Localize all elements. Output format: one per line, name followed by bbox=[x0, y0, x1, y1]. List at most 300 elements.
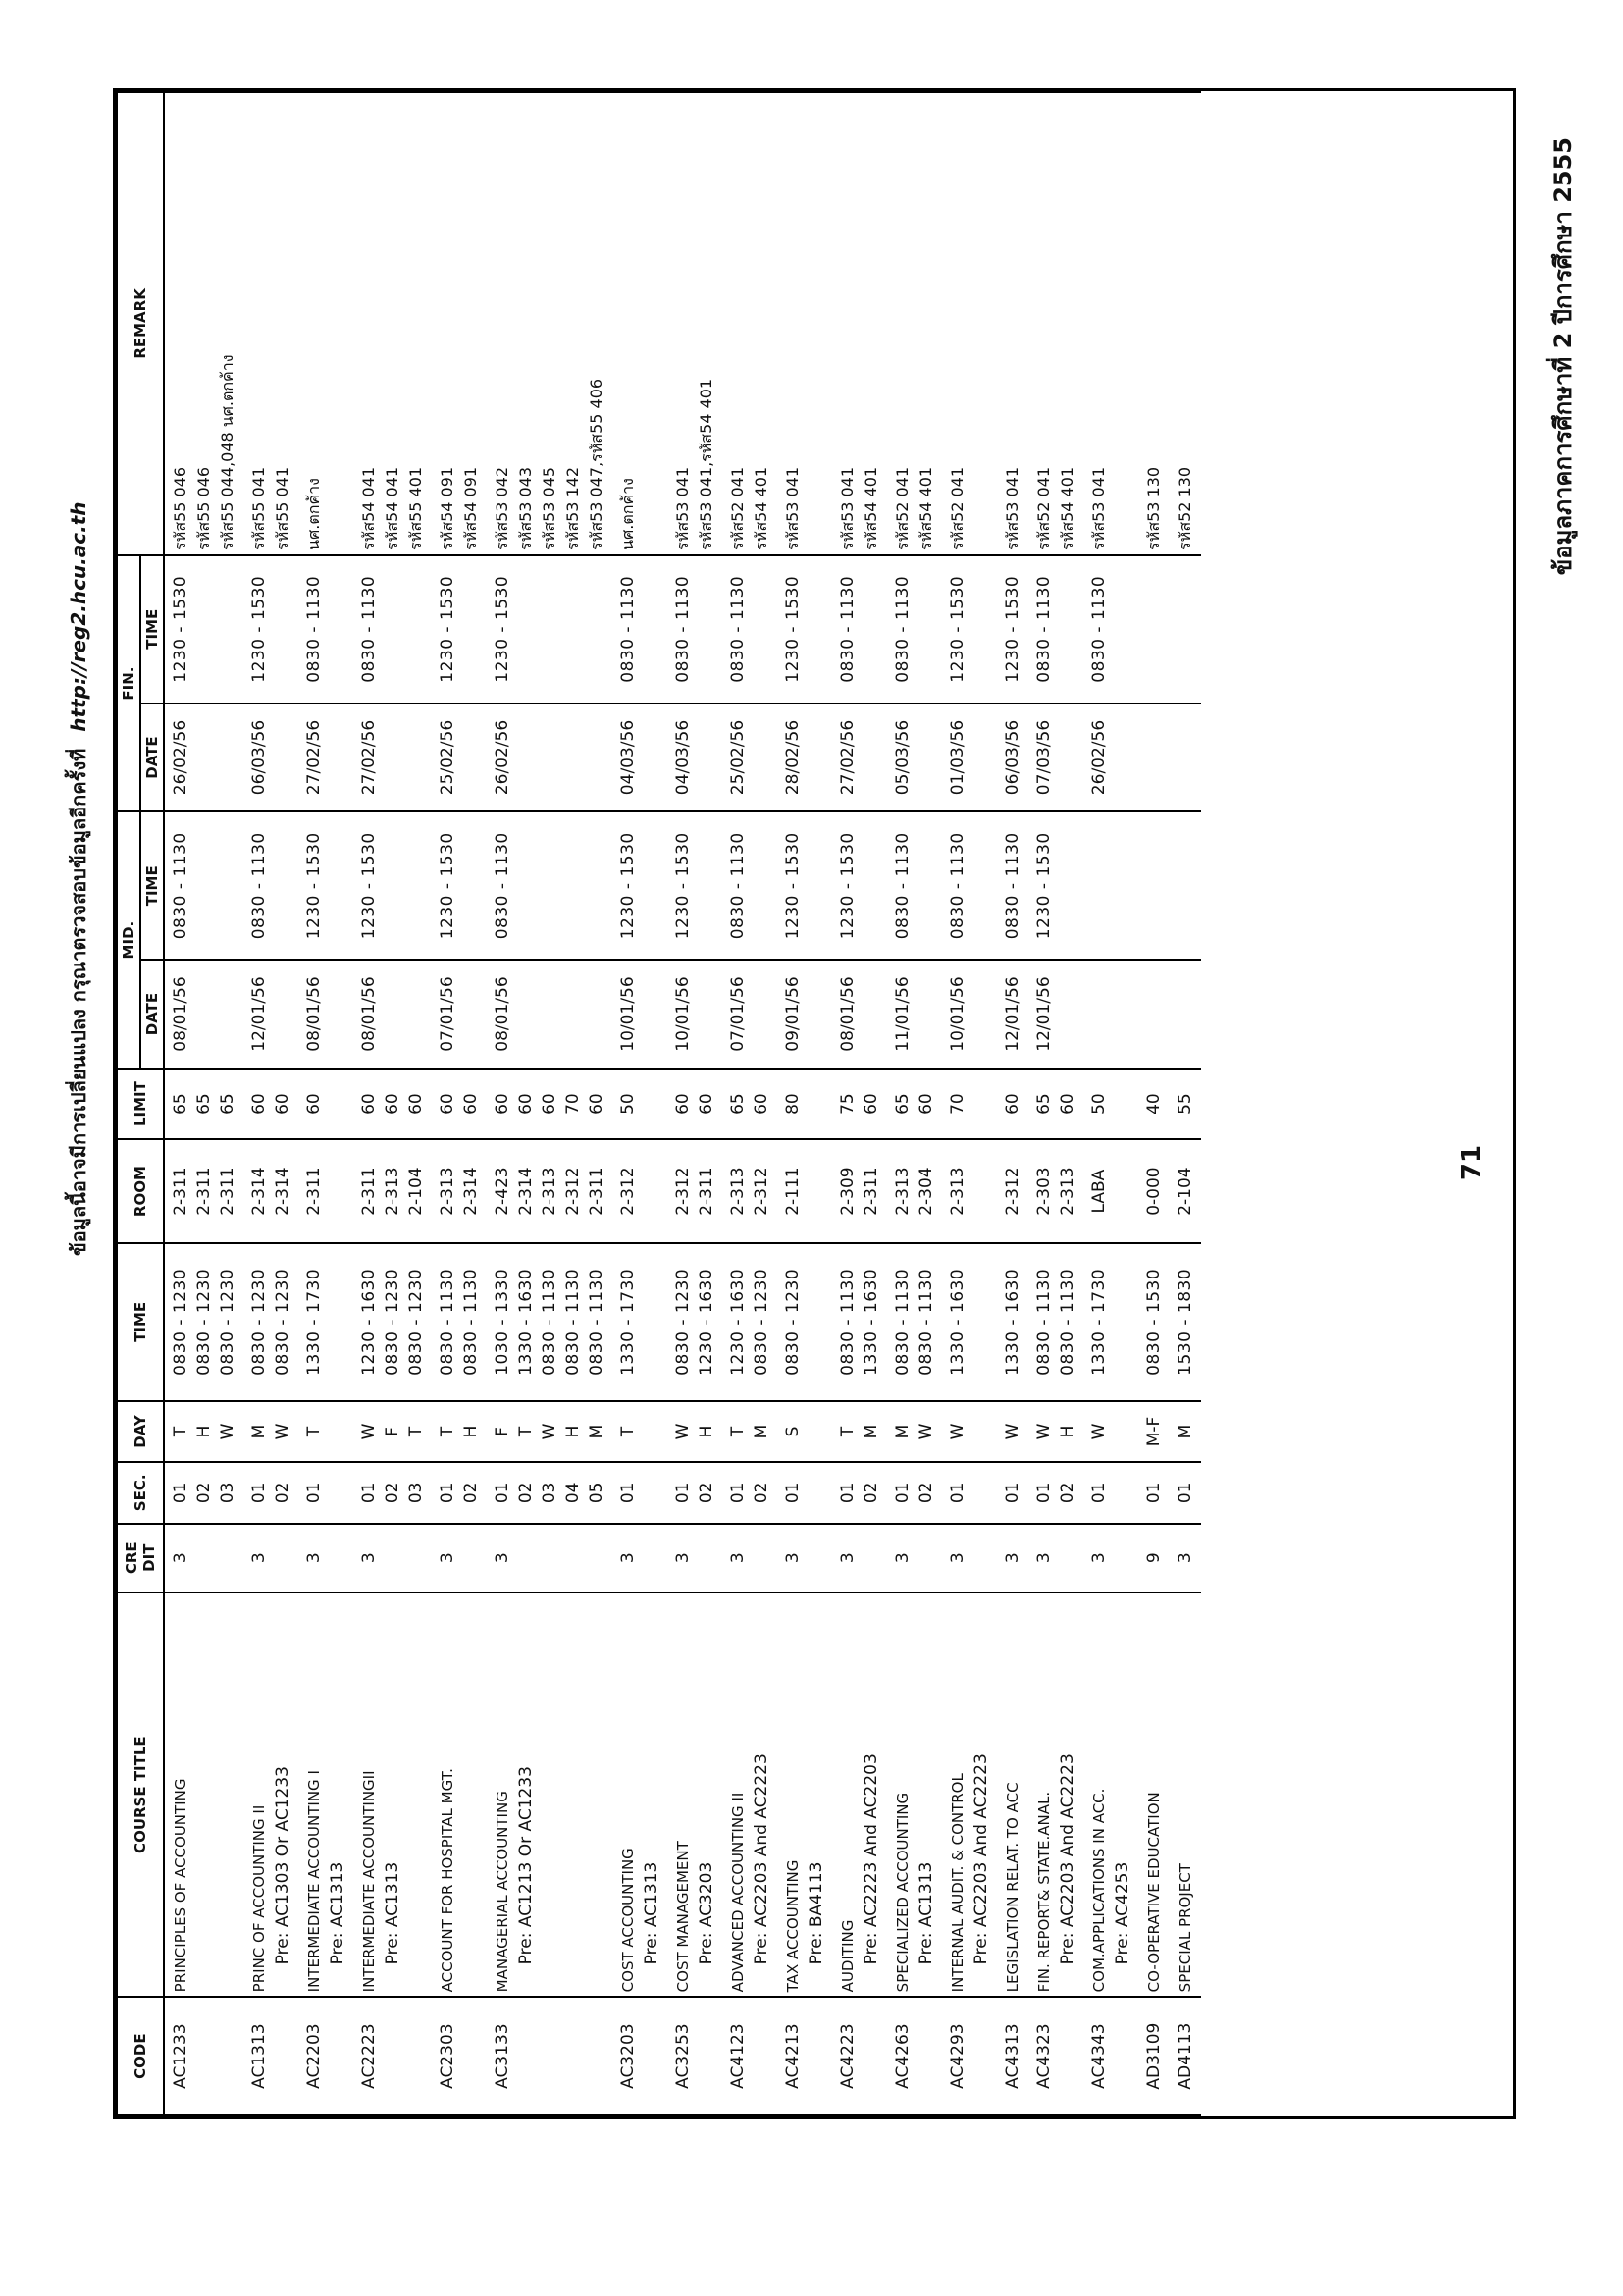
day-cell bbox=[887, 1401, 942, 1462]
day-cell bbox=[487, 1401, 612, 1462]
column-header-fin-date: DATE bbox=[140, 704, 164, 812]
table-row bbox=[777, 92, 832, 2115]
limit-cell bbox=[1138, 1069, 1170, 1139]
course-code: AC4313 bbox=[1003, 2023, 1022, 2089]
section-number: 01 bbox=[948, 1482, 968, 1504]
sec-cell bbox=[487, 1462, 612, 1523]
time-cell bbox=[1170, 1243, 1201, 1401]
course-title-cell bbox=[887, 1592, 942, 1997]
day-value: W bbox=[673, 1423, 693, 1440]
room-number: 2-313 bbox=[948, 1167, 968, 1216]
credit-cell bbox=[164, 1524, 243, 1592]
room-cell bbox=[1138, 1139, 1170, 1243]
column-header-limit: LIMIT bbox=[117, 1069, 164, 1139]
course-credit: 3 bbox=[893, 1552, 913, 1564]
enrollment-limit: 50 bbox=[1089, 1093, 1109, 1115]
room-cell bbox=[243, 1139, 298, 1243]
day-value: M-F bbox=[1144, 1416, 1164, 1447]
course-title: PRINC OF ACCOUNTING II bbox=[250, 1804, 268, 1993]
time-cell bbox=[353, 1243, 432, 1401]
enrollment-limit: 60 bbox=[752, 1093, 771, 1115]
day-value: T bbox=[618, 1426, 638, 1437]
fin-time-cell bbox=[298, 555, 353, 704]
class-time: 1330 - 1630 bbox=[862, 1268, 881, 1376]
final-date: 07/03/56 bbox=[1034, 719, 1054, 796]
enrollment-limit: 50 bbox=[618, 1093, 638, 1115]
remark-text: รหัส55 041 bbox=[273, 466, 291, 550]
course-credit: 3 bbox=[438, 1552, 457, 1564]
time-cell bbox=[164, 1243, 243, 1401]
enrollment-limit: 60 bbox=[383, 1093, 402, 1115]
mid-date-cell bbox=[487, 960, 612, 1069]
course-prerequisite: Pre: AC1313 bbox=[328, 1861, 347, 1965]
remark-text: รหัส55 046 bbox=[194, 466, 213, 550]
fin-date-cell bbox=[1083, 704, 1138, 812]
fin-date-cell bbox=[667, 704, 722, 812]
midterm-date: 08/01/56 bbox=[304, 976, 324, 1052]
midterm-time: 0830 - 1130 bbox=[728, 832, 748, 940]
table-row bbox=[832, 92, 887, 2115]
remark-cell bbox=[1170, 92, 1201, 555]
room-number: 2-111 bbox=[783, 1167, 803, 1216]
mid-time-cell bbox=[432, 811, 487, 960]
course-title: COM.APPLICATIONS IN ACC. bbox=[1090, 1788, 1108, 1993]
day-value: W bbox=[948, 1423, 968, 1440]
course-credit: 3 bbox=[1176, 1552, 1195, 1564]
room-cell bbox=[1170, 1139, 1201, 1243]
final-time: 1230 - 1530 bbox=[948, 575, 968, 683]
footer-note-text: ข้อมูลนี้อาจมีการเปลี่ยนแปลง กรุณาตรวจสอบข้อมูลอีกครั้งที่ bbox=[67, 748, 90, 1256]
room-number: 2-311 bbox=[218, 1167, 237, 1216]
midterm-time: 1230 - 1530 bbox=[1034, 832, 1054, 940]
class-time: 0830 - 1230 bbox=[406, 1268, 426, 1376]
class-time: 0830 - 1230 bbox=[752, 1268, 771, 1376]
limit-cell bbox=[667, 1069, 722, 1139]
credit-cell bbox=[1028, 1524, 1083, 1592]
room-cell bbox=[887, 1139, 942, 1243]
class-time: 0830 - 1230 bbox=[218, 1268, 237, 1376]
column-header-time: TIME bbox=[117, 1243, 164, 1401]
class-time: 1230 - 1630 bbox=[728, 1268, 748, 1376]
midterm-time bbox=[1087, 816, 1111, 955]
section-number: 02 bbox=[461, 1482, 481, 1504]
remark-cell bbox=[612, 92, 667, 555]
enrollment-limit: 65 bbox=[893, 1093, 913, 1115]
day-value: H bbox=[563, 1425, 583, 1438]
fin-date-cell bbox=[432, 704, 487, 812]
table-row bbox=[298, 92, 353, 2115]
remark-text: รหัส53 041 bbox=[838, 466, 857, 550]
fin-date-cell bbox=[353, 704, 432, 812]
sec-cell bbox=[1083, 1462, 1138, 1523]
column-header-fin: FIN. bbox=[117, 555, 140, 812]
code-cell bbox=[777, 1997, 832, 2115]
sec-cell bbox=[997, 1462, 1028, 1523]
section-number: 02 bbox=[697, 1482, 716, 1504]
remark-text: รหัส54 401 bbox=[752, 466, 770, 550]
class-time: 0830 - 1230 bbox=[383, 1268, 402, 1376]
section-number: 02 bbox=[862, 1482, 881, 1504]
mid-time-cell bbox=[997, 811, 1028, 960]
sec-cell bbox=[1170, 1462, 1201, 1523]
fin-time-cell bbox=[997, 555, 1028, 704]
time-cell bbox=[997, 1243, 1028, 1401]
section-number: 01 bbox=[673, 1482, 693, 1504]
final-time: 0830 - 1130 bbox=[838, 575, 858, 683]
enrollment-limit: 60 bbox=[249, 1093, 269, 1115]
final-date: 27/02/56 bbox=[304, 719, 324, 796]
page-title: ข้อมูลภาคการศึกษาที่ 2 ปีการศึกษา 2555 bbox=[1549, 137, 1577, 576]
fin-time-cell bbox=[1138, 555, 1170, 704]
enrollment-limit: 70 bbox=[563, 1093, 583, 1115]
midterm-time: 1230 - 1530 bbox=[838, 832, 858, 940]
class-time: 0830 - 1230 bbox=[273, 1268, 292, 1376]
sec-cell bbox=[777, 1462, 832, 1523]
course-code: AC4343 bbox=[1089, 2023, 1109, 2089]
section-number: 01 bbox=[249, 1482, 269, 1504]
sec-cell bbox=[432, 1462, 487, 1523]
enrollment-limit: 60 bbox=[406, 1093, 426, 1115]
midterm-time: 0830 - 1130 bbox=[249, 832, 269, 940]
limit-cell bbox=[353, 1069, 432, 1139]
remark-cell bbox=[1083, 92, 1138, 555]
day-value: M bbox=[587, 1424, 606, 1439]
course-code: AC2203 bbox=[304, 2023, 324, 2089]
fin-time-cell bbox=[353, 555, 432, 704]
sec-cell bbox=[243, 1462, 298, 1523]
section-number: 02 bbox=[916, 1482, 936, 1504]
code-cell bbox=[887, 1997, 942, 2115]
day-value: H bbox=[461, 1425, 481, 1438]
course-credit: 3 bbox=[1034, 1552, 1054, 1564]
section-number: 01 bbox=[783, 1482, 803, 1504]
limit-cell bbox=[942, 1069, 997, 1139]
midterm-date: 10/01/56 bbox=[948, 976, 968, 1052]
course-prerequisite: Pre: AC2203 And AC2223 bbox=[1058, 1753, 1077, 1965]
room-number: 2-312 bbox=[563, 1167, 583, 1216]
course-code: AC3253 bbox=[673, 2023, 693, 2089]
limit-cell bbox=[298, 1069, 353, 1139]
mid-time-cell bbox=[1138, 811, 1170, 960]
column-header-mid: MID. bbox=[117, 811, 140, 1069]
final-date: 05/03/56 bbox=[893, 719, 913, 796]
code-cell bbox=[942, 1997, 997, 2115]
code-cell bbox=[353, 1997, 432, 2115]
section-number: 01 bbox=[838, 1482, 858, 1504]
enrollment-limit: 55 bbox=[1176, 1093, 1195, 1115]
course-prerequisite: Pre: AC1213 Or AC1233 bbox=[516, 1766, 536, 1965]
sec-cell bbox=[942, 1462, 997, 1523]
course-credit: 9 bbox=[1144, 1552, 1164, 1564]
mid-time-cell bbox=[612, 811, 667, 960]
time-cell bbox=[942, 1243, 997, 1401]
day-value: M bbox=[752, 1424, 771, 1439]
code-cell bbox=[1170, 1997, 1201, 2115]
course-title-cell bbox=[298, 1592, 353, 1997]
room-number: 2-314 bbox=[516, 1167, 536, 1216]
code-cell bbox=[298, 1997, 353, 2115]
room-cell bbox=[722, 1139, 777, 1243]
remark-text: รหัส52 041 bbox=[728, 466, 747, 550]
remark-text: รหัส53 041,รหัส54 401 bbox=[697, 378, 715, 550]
remark-cell bbox=[1028, 92, 1083, 555]
section-number: 02 bbox=[752, 1482, 771, 1504]
remark-text: รหัส53 130 bbox=[1144, 466, 1163, 550]
remark-cell bbox=[243, 92, 298, 555]
midterm-date: 08/01/56 bbox=[171, 976, 190, 1052]
sec-cell bbox=[353, 1462, 432, 1523]
credit-cell bbox=[487, 1524, 612, 1592]
room-number: 2-311 bbox=[171, 1167, 190, 1216]
day-value: W bbox=[916, 1423, 936, 1440]
room-number: 2-311 bbox=[587, 1167, 606, 1216]
day-value: W bbox=[1089, 1423, 1109, 1440]
table-row bbox=[487, 92, 612, 2115]
section-number: 01 bbox=[1034, 1482, 1054, 1504]
fin-date-cell bbox=[1028, 704, 1083, 812]
course-code: AC3203 bbox=[618, 2023, 638, 2089]
limit-cell bbox=[432, 1069, 487, 1139]
midterm-time: 0830 - 1130 bbox=[948, 832, 968, 940]
mid-time-cell bbox=[667, 811, 722, 960]
mid-date-cell bbox=[164, 960, 243, 1069]
code-cell bbox=[997, 1997, 1028, 2115]
day-value: M bbox=[249, 1424, 269, 1439]
remark-text: รหัส54 091 bbox=[438, 466, 456, 550]
room-number: 2-313 bbox=[540, 1167, 559, 1216]
section-number: 02 bbox=[1058, 1482, 1077, 1504]
fin-time-cell bbox=[832, 555, 887, 704]
midterm-date bbox=[1087, 965, 1111, 1064]
day-cell bbox=[722, 1401, 777, 1462]
room-cell bbox=[942, 1139, 997, 1243]
time-cell bbox=[243, 1243, 298, 1401]
final-time bbox=[1174, 560, 1197, 699]
credit-cell bbox=[612, 1524, 667, 1592]
credit-cell bbox=[1170, 1524, 1201, 1592]
sec-cell bbox=[298, 1462, 353, 1523]
midterm-date: 12/01/56 bbox=[249, 976, 269, 1052]
mid-time-cell bbox=[1028, 811, 1083, 960]
time-cell bbox=[667, 1243, 722, 1401]
credit-cell bbox=[832, 1524, 887, 1592]
course-title-cell bbox=[1138, 1592, 1170, 1997]
course-title-cell bbox=[1028, 1592, 1083, 1997]
course-title-cell bbox=[1170, 1592, 1201, 1997]
section-number: 01 bbox=[1003, 1482, 1022, 1504]
remark-text: รหัส53 041 bbox=[1003, 466, 1021, 550]
class-time: 0830 - 1130 bbox=[587, 1268, 606, 1376]
course-title-cell bbox=[1083, 1592, 1138, 1997]
midterm-time: 0830 - 1130 bbox=[493, 832, 512, 940]
course-title: INTERMEDIATE ACCOUNTING I bbox=[305, 1770, 323, 1993]
midterm-date: 12/01/56 bbox=[1003, 976, 1022, 1052]
midterm-date: 07/01/56 bbox=[438, 976, 457, 1052]
course-prerequisite: Pre: AC3203 bbox=[697, 1861, 716, 1965]
room-number: 2-104 bbox=[406, 1167, 426, 1216]
room-number: 2-314 bbox=[273, 1167, 292, 1216]
course-credit: 3 bbox=[1089, 1552, 1109, 1564]
final-time: 0830 - 1130 bbox=[728, 575, 748, 683]
midterm-date bbox=[1142, 965, 1166, 1064]
course-title-cell bbox=[832, 1592, 887, 1997]
room-number: 2-312 bbox=[752, 1167, 771, 1216]
day-value: T bbox=[728, 1426, 748, 1437]
course-code: AC2303 bbox=[438, 2023, 457, 2089]
course-prerequisite: Pre: AC2203 And AC2223 bbox=[971, 1753, 991, 1965]
remark-text: รหัส54 401 bbox=[916, 466, 935, 550]
remark-text: รหัส53 041 bbox=[1089, 466, 1108, 550]
enrollment-limit: 60 bbox=[1003, 1093, 1022, 1115]
final-time: 1230 - 1530 bbox=[171, 575, 190, 683]
table-row bbox=[164, 92, 243, 2115]
column-header-course-title: COURSE TITLE bbox=[117, 1592, 164, 1997]
midterm-time: 0830 - 1130 bbox=[893, 832, 913, 940]
mid-time-cell bbox=[298, 811, 353, 960]
mid-date-cell bbox=[777, 960, 832, 1069]
mid-time-cell bbox=[1083, 811, 1138, 960]
midterm-time: 1230 - 1530 bbox=[783, 832, 803, 940]
remark-text: รหัส52 041 bbox=[1034, 466, 1053, 550]
time-cell bbox=[1028, 1243, 1083, 1401]
fin-time-cell bbox=[164, 555, 243, 704]
fin-time-cell bbox=[667, 555, 722, 704]
remark-text: รหัส53 041 bbox=[673, 466, 692, 550]
enrollment-limit: 75 bbox=[838, 1093, 858, 1115]
class-time: 0830 - 1230 bbox=[673, 1268, 693, 1376]
mid-time-cell bbox=[832, 811, 887, 960]
room-cell bbox=[1028, 1139, 1083, 1243]
limit-cell bbox=[1170, 1069, 1201, 1139]
credit-cell bbox=[1138, 1524, 1170, 1592]
remark-cell bbox=[777, 92, 832, 555]
day-value: W bbox=[273, 1423, 292, 1440]
credit-cell bbox=[432, 1524, 487, 1592]
credit-cell bbox=[777, 1524, 832, 1592]
limit-cell bbox=[1083, 1069, 1138, 1139]
day-value: T bbox=[438, 1426, 457, 1437]
limit-cell bbox=[612, 1069, 667, 1139]
remark-text: นศ.ตกค้าง bbox=[304, 478, 323, 550]
day-value: W bbox=[359, 1423, 379, 1440]
enrollment-limit: 65 bbox=[1034, 1093, 1054, 1115]
course-credit: 3 bbox=[673, 1552, 693, 1564]
course-title-cell bbox=[164, 1592, 243, 1997]
fin-date-cell bbox=[164, 704, 243, 812]
fin-time-cell bbox=[942, 555, 997, 704]
course-prerequisite: Pre: AC2203 And AC2223 bbox=[752, 1753, 771, 1965]
class-time: 0830 - 1230 bbox=[783, 1268, 803, 1376]
midterm-time: 1230 - 1530 bbox=[438, 832, 457, 940]
room-number: LABA bbox=[1089, 1169, 1109, 1214]
class-time: 0830 - 1230 bbox=[171, 1268, 190, 1376]
enrollment-limit: 60 bbox=[273, 1093, 292, 1115]
enrollment-limit: 60 bbox=[304, 1093, 324, 1115]
mid-date-cell bbox=[353, 960, 432, 1069]
mid-time-cell bbox=[887, 811, 942, 960]
remark-cell bbox=[1138, 92, 1170, 555]
enrollment-limit: 65 bbox=[728, 1093, 748, 1115]
column-header-mid-date: DATE bbox=[140, 960, 164, 1069]
mid-date-cell bbox=[942, 960, 997, 1069]
course-credit: 3 bbox=[1003, 1552, 1022, 1564]
time-cell bbox=[777, 1243, 832, 1401]
course-credit: 3 bbox=[838, 1552, 858, 1564]
fin-time-cell bbox=[777, 555, 832, 704]
fin-time-cell bbox=[612, 555, 667, 704]
time-cell bbox=[432, 1243, 487, 1401]
enrollment-limit: 40 bbox=[1144, 1093, 1164, 1115]
fin-date-cell bbox=[722, 704, 777, 812]
fin-time-cell bbox=[1170, 555, 1201, 704]
room-cell bbox=[353, 1139, 432, 1243]
enrollment-limit: 60 bbox=[461, 1093, 481, 1115]
course-title-cell bbox=[997, 1592, 1028, 1997]
enrollment-limit: 60 bbox=[540, 1093, 559, 1115]
course-title: SPECIAL PROJECT bbox=[1177, 1863, 1194, 1993]
day-value: T bbox=[171, 1426, 190, 1437]
midterm-date: 10/01/56 bbox=[618, 976, 638, 1052]
sec-cell bbox=[164, 1462, 243, 1523]
table-row bbox=[997, 92, 1028, 2115]
code-cell bbox=[487, 1997, 612, 2115]
class-time: 0830 - 1230 bbox=[194, 1268, 214, 1376]
remark-text: รหัส54 401 bbox=[1058, 466, 1076, 550]
class-time: 0830 - 1130 bbox=[916, 1268, 936, 1376]
remark-text: รหัส54 401 bbox=[862, 466, 880, 550]
footer-url[interactable]: http://reg2.hcu.ac.th bbox=[67, 501, 90, 732]
course-prerequisite: Pre: AC1313 bbox=[642, 1861, 661, 1965]
sec-cell bbox=[1028, 1462, 1083, 1523]
course-code: AD4113 bbox=[1176, 2022, 1195, 2090]
room-cell bbox=[164, 1139, 243, 1243]
section-number: 02 bbox=[516, 1482, 536, 1504]
class-time: 1330 - 1630 bbox=[516, 1268, 536, 1376]
room-number: 0-000 bbox=[1144, 1167, 1164, 1216]
code-cell bbox=[612, 1997, 667, 2115]
credit-cell bbox=[667, 1524, 722, 1592]
enrollment-limit: 65 bbox=[171, 1093, 190, 1115]
section-number: 02 bbox=[383, 1482, 402, 1504]
enrollment-limit: 80 bbox=[783, 1093, 803, 1115]
mid-date-cell bbox=[432, 960, 487, 1069]
sec-cell bbox=[667, 1462, 722, 1523]
midterm-date: 08/01/56 bbox=[359, 976, 379, 1052]
remark-text: รหัส53 142 bbox=[563, 466, 582, 550]
final-date: 06/03/56 bbox=[1003, 719, 1022, 796]
room-number: 2-423 bbox=[493, 1167, 512, 1216]
sec-cell bbox=[722, 1462, 777, 1523]
course-title: AUDITING bbox=[839, 1919, 857, 1993]
enrollment-limit: 60 bbox=[587, 1093, 606, 1115]
column-header-room: ROOM bbox=[117, 1139, 164, 1243]
column-header-fin-time: TIME bbox=[140, 555, 164, 704]
midterm-date bbox=[1174, 965, 1197, 1064]
limit-cell bbox=[1028, 1069, 1083, 1139]
course-title: SPECIALIZED ACCOUNTING bbox=[894, 1792, 912, 1993]
class-time: 1330 - 1730 bbox=[618, 1268, 638, 1376]
remark-text: รหัส53 042 bbox=[493, 466, 511, 550]
course-credit: 3 bbox=[493, 1552, 512, 1564]
table-row bbox=[612, 92, 667, 2115]
limit-cell bbox=[887, 1069, 942, 1139]
course-prerequisite: Pre: BA4113 bbox=[807, 1861, 826, 1965]
room-number: 2-314 bbox=[249, 1167, 269, 1216]
course-title-cell bbox=[777, 1592, 832, 1997]
table-row bbox=[432, 92, 487, 2115]
course-title-cell bbox=[353, 1592, 432, 1997]
table-row bbox=[1083, 92, 1138, 2115]
